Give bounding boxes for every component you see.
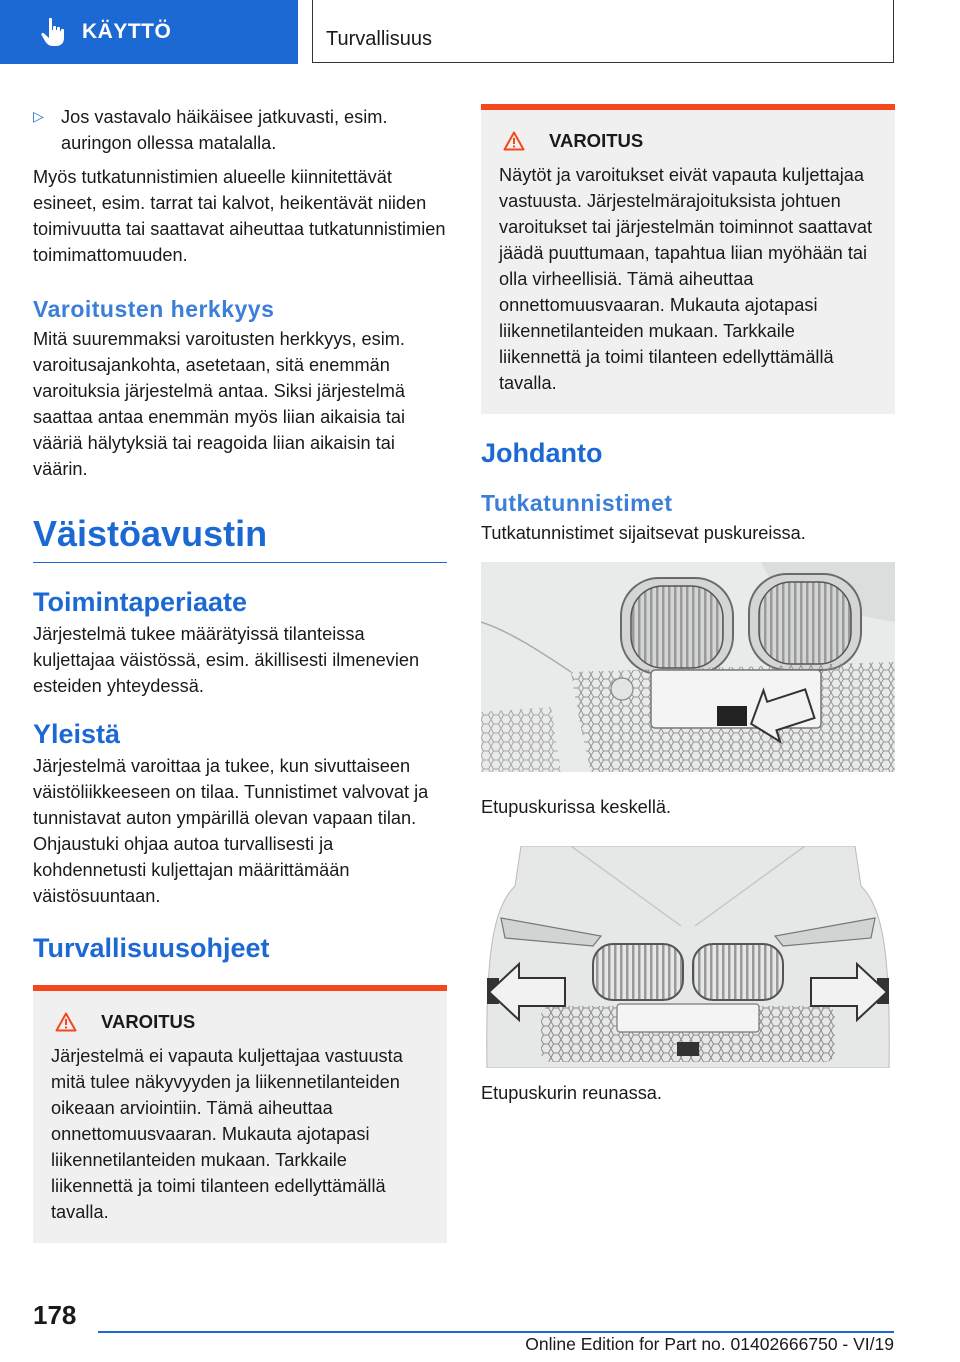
main-heading-block bbox=[33, 512, 447, 563]
chapter-header bbox=[312, 0, 894, 63]
bullet-item bbox=[33, 104, 447, 156]
warning-title-row bbox=[51, 1005, 429, 1039]
heading-main: Väistöavustin bbox=[33, 513, 268, 554]
footer-edition: Online Edition for Part no. 01402666750 - VI/19 bbox=[525, 1334, 894, 1354]
warning-triangle-icon bbox=[55, 1012, 77, 1032]
paragraph: Tutkatunnistimet sijaitsevat puskureissa. bbox=[481, 523, 806, 543]
paragraph: Mitä suuremmaksi varoitusten herkkyys, esim. varoitusajankohta, asetetaan, sitä enemmän varoituksia järjestelmä antaa. Siksi järjestelmä saattaa antaa enemmän myös liian aikaisia tai vääriä hälytyksiä tai reagoida liian aikaisin tai väärin. bbox=[33, 329, 406, 479]
figure-bumper-edge bbox=[481, 846, 895, 1068]
bullet-text: Jos vastavalo häikäisee jatkuvasti, esim. auringon ollessa matalalla. bbox=[61, 107, 388, 153]
right-column bbox=[481, 104, 895, 1106]
heading-intro: Johdanto bbox=[481, 438, 603, 468]
heading-principle: Toimintaperiaate bbox=[33, 587, 248, 617]
warning-triangle-icon bbox=[503, 131, 525, 151]
left-column bbox=[33, 104, 447, 1243]
warning-title: VAROITUS bbox=[549, 130, 644, 151]
heading-sensors: Tutkatunnistimet bbox=[481, 490, 673, 516]
bullet-triangle-icon: ▷ bbox=[33, 108, 44, 124]
paragraph: Järjestelmä tukee määrätyissä tilanteissa kuljettajaa väistössä, esim. äkillisesti ilmenevien esteiden yhteydessä. bbox=[33, 624, 420, 696]
car-front-center-illustration bbox=[481, 562, 895, 772]
paragraph: Myös tutkatunnistimien alueelle kiinnitettävät esineet, esim. tarrat tai kalvot, heikentävät niiden toimivuutta tai saattavat aiheuttaa tutkatunnistimien toimimattomuuden. bbox=[33, 167, 446, 265]
section-label: KÄYTTÖ bbox=[82, 20, 172, 43]
figure-bumper-center bbox=[481, 562, 895, 772]
figure-caption: Etupuskurissa keskellä. bbox=[481, 797, 672, 817]
warning-box bbox=[33, 985, 447, 1243]
warning-title-row bbox=[499, 124, 877, 158]
warning-title: VAROITUS bbox=[101, 1011, 196, 1032]
car-front-edge-illustration bbox=[481, 846, 895, 1068]
heading-general: Yleistä bbox=[33, 719, 121, 749]
page-number: 178 bbox=[33, 1300, 77, 1330]
chapter-label: Turvallisuus bbox=[326, 28, 432, 50]
warning-text: Järjestelmä ei vapauta kuljettajaa vastuusta mitä tulee näkyvyyden ja liikennetilanteiden oikeaan arviointiin. Tämä aiheuttaa onnettomuusvaaran. Mukauta ajotapasi liikennetilanteiden mukaan. Tarkkaile liikennettä ja toimi tilanteen edellyttämällä tavalla. bbox=[51, 1046, 403, 1222]
warning-box bbox=[481, 104, 895, 414]
figure-caption: Etupuskurin reunassa. bbox=[481, 1083, 662, 1103]
hand-pointer-icon bbox=[40, 17, 66, 47]
heading-sensitivity: Varoitusten herkkyys bbox=[33, 296, 275, 322]
footer-rule bbox=[98, 1331, 894, 1333]
heading-safety: Turvallisuusohjeet bbox=[33, 933, 270, 963]
paragraph: Järjestelmä varoittaa ja tukee, kun sivuttaiseen väistöliikkeeseen on tilaa. Tunnistimet valvovat ja tunnistavat auton ympärillä olevan vapaan tilan. Ohjaustuki ohjaa autoa turvallisesti ja kohdennetusti kuljettajan määrittämään väistösuuntaan. bbox=[33, 756, 429, 906]
warning-text: Näytöt ja varoitukset eivät vapauta kuljettajaa vastuusta. Järjestelmärajoituksista johtuen varoitukset tai järjestelmän toiminnot saattavat jäädä puuttumaan, tapahtua liian myöhään tai olla virheellisiä. Tämä aiheuttaa onnettomuusvaaran. Mukauta ajotapasi liikennetilanteiden mukaan. Tarkkaile liikennettä ja toimi tilanteen edellyttämällä tavalla. bbox=[499, 165, 873, 393]
section-tab bbox=[0, 0, 298, 64]
